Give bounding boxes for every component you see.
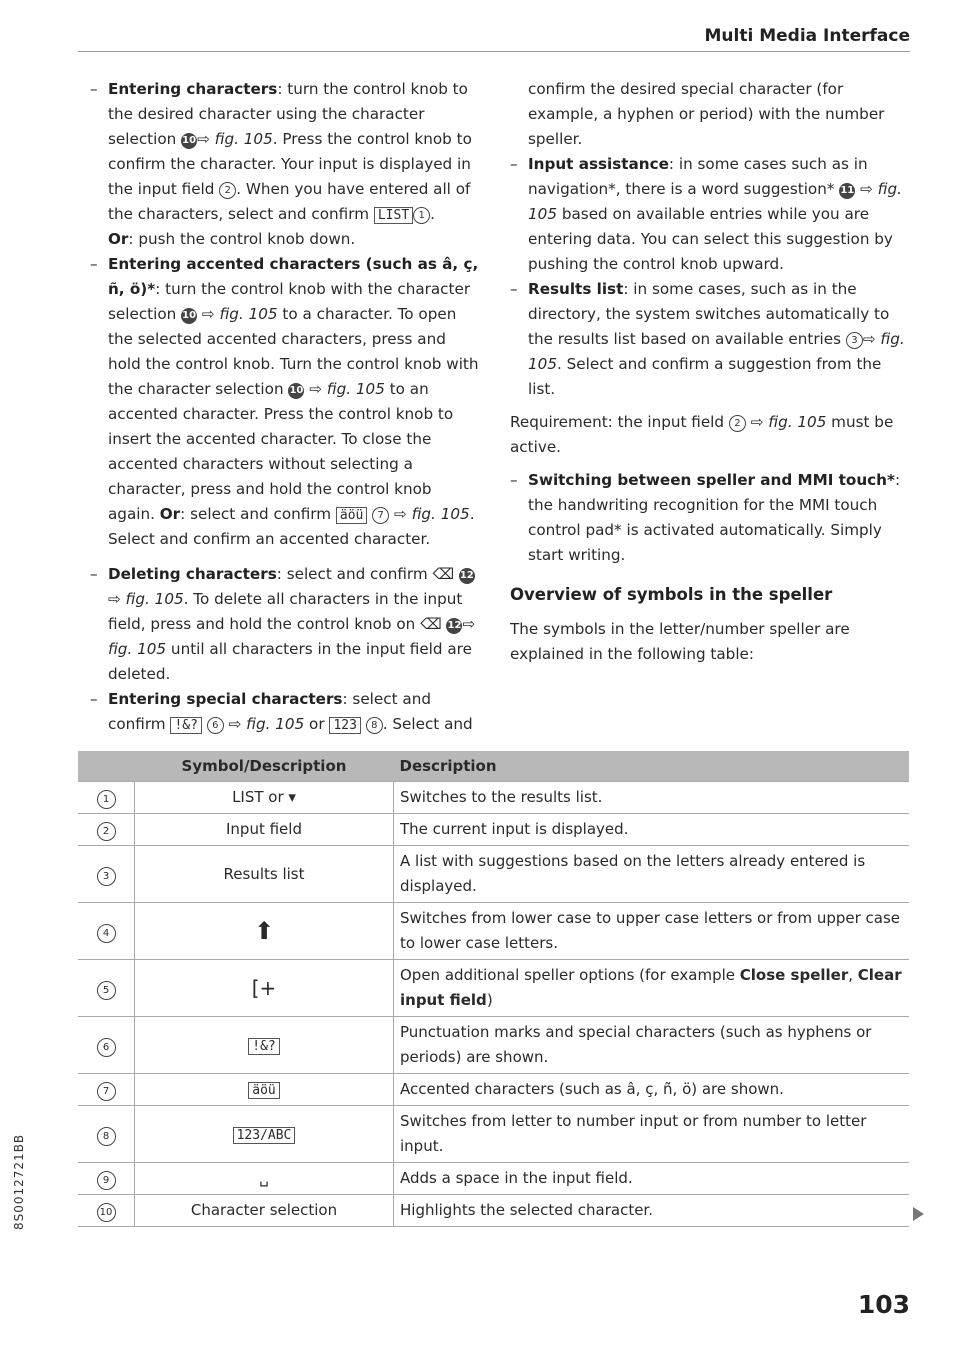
- number-key: 123: [329, 717, 360, 734]
- table-header-num: [78, 751, 135, 782]
- row-description: Switches to the results list.: [394, 782, 910, 814]
- table-row: [78, 960, 909, 1017]
- text: ): [486, 991, 493, 1009]
- accented-item: – Entering accented characters (such as â, ç, ñ, ö)*: turn the control knob with the character selection 10 ⇨ fig. 105 to a character. To open the selected accented characters, press and hold the control knob. Turn the control knob with the character selection 10 ⇨ fig. 105 to an accented character. Press the control knob to insert the accented character. To close the accented characters without selecting a character, press and hold the control knob again. Or: select and confirm äöü 7 ⇨ fig. 105. Select and confirm an accented character.: [90, 255, 479, 548]
- row-symbol: [135, 1074, 394, 1106]
- page-header-title: Multi Media Interface: [704, 26, 910, 46]
- fig-ref[interactable]: ⇨ fig. 105: [394, 505, 470, 523]
- table-row: [78, 1106, 909, 1163]
- deleting-label: Deleting characters: [108, 565, 277, 583]
- symbols-table: [78, 751, 909, 1227]
- fig-ref[interactable]: ⇨ fig. 105: [528, 180, 902, 223]
- text: . Select and confirm an accented character.: [108, 505, 475, 548]
- row-symbol: LIST or ▾: [135, 782, 394, 814]
- callout-10: 10: [181, 308, 197, 324]
- text: Close speller: [739, 966, 849, 984]
- callout-2: 2: [219, 182, 236, 199]
- fig-ref[interactable]: ⇨ fig. 105: [197, 130, 273, 148]
- row-number: 4: [97, 924, 116, 943]
- text: : the handwriting recognition for the MMI touch control pad* is activated automatically. Simply start writing.: [528, 471, 901, 564]
- accent-key: äöü: [336, 507, 367, 524]
- row-description: Adds a space in the input field.: [394, 1163, 910, 1195]
- table-row: [78, 1163, 909, 1195]
- accented-label: Entering accented characters (such as â, ç, ñ, ö)*: [108, 255, 479, 298]
- accent-key: äöü: [248, 1082, 279, 1099]
- row-symbol: Results list: [135, 846, 394, 903]
- text: Requirement: the input field: [510, 413, 729, 431]
- row-number: 9: [97, 1171, 116, 1190]
- switching-label: Switching between speller and MMI touch*: [528, 471, 895, 489]
- callout-6: 6: [207, 717, 224, 734]
- row-description: A list with suggestions based on the letters already entered is displayed.: [394, 846, 910, 903]
- table-row: [78, 814, 909, 846]
- text: : select and confirm: [108, 690, 431, 733]
- callout-11: 11: [839, 183, 855, 199]
- callout-7: 7: [372, 507, 389, 524]
- text: .: [430, 205, 435, 223]
- callout-3: 3: [846, 332, 863, 349]
- fig-ref[interactable]: ⇨ fig. 105: [201, 305, 278, 323]
- list-key: LIST: [374, 207, 413, 224]
- row-symbol: Input field: [135, 814, 394, 846]
- space-icon: ␣: [135, 1163, 394, 1195]
- special-item: – Entering special characters: select and confirm !&? 6 ⇨ fig. 105 or 123 8 . Select and: [90, 690, 473, 733]
- text: . Select and confirm a suggestion from the list.: [528, 355, 882, 398]
- fig-ref[interactable]: ⇨ fig. 105: [108, 615, 476, 658]
- text: : turn the control knob with the character selection: [108, 280, 471, 323]
- next-page-arrow-icon[interactable]: [913, 1207, 924, 1221]
- backspace-icon: ⌫: [420, 615, 442, 633]
- text: . When you have entered all of the characters, select and confirm: [108, 180, 471, 223]
- callout-1: 1: [413, 207, 430, 224]
- text: : in some cases, such as in the directory, the system switches automatically to the results list based on available entries: [528, 280, 890, 348]
- row-description: Punctuation marks and special characters (such as hyphens or periods) are shown.: [394, 1017, 910, 1074]
- callout-12: 12: [446, 618, 462, 634]
- speller-options-icon: [+: [135, 960, 394, 1017]
- row-description: Switches from lower case to upper case letters or from upper case to lower case letters.: [394, 903, 910, 960]
- callout-12: 12: [459, 568, 475, 584]
- fig-ref[interactable]: ⇨ fig. 105: [228, 715, 305, 733]
- table-row: [78, 1074, 909, 1106]
- entering-characters-item: – Entering characters: turn the control knob to the desired character using the character selection 10⇨ fig. 105. Press the control knob to confirm the character. Your input is displayed in the input field 2 . When you have entered all of the characters, select and confirm LIST 1 . Or: push the control knob down.: [90, 80, 472, 248]
- text: . To delete all characters in the input field, press and hold the control knob on: [108, 590, 463, 633]
- fig-ref[interactable]: ⇨ fig. 105: [108, 590, 184, 608]
- text: based on available entries while you are entering data. You can select this suggestion by pushing the control knob upward.: [528, 205, 893, 273]
- table-header-row: [78, 751, 909, 782]
- text: : turn the control knob to the desired character using the character selection: [108, 80, 468, 148]
- callout-10: 10: [181, 133, 197, 149]
- header-rule: [78, 51, 910, 52]
- row-number: 5: [97, 981, 116, 1000]
- row-symbol: [135, 1106, 394, 1163]
- text: to an accented character. Press the control knob to insert the accented character. To close the accented characters without selecting a character, press and hold the control knob again.: [108, 380, 454, 523]
- text: Clear input field: [400, 966, 902, 1009]
- table-header-symbol: Symbol/Description: [135, 751, 394, 782]
- text: ,: [848, 966, 858, 984]
- callout-2: 2: [729, 415, 746, 432]
- overview-text: The symbols in the letter/number speller are explained in the following table:: [510, 620, 850, 663]
- row-number: 6: [97, 1038, 116, 1057]
- text: to a character. To open the selected accented characters, press and hold the control knob. Turn the control knob with the character selection: [108, 305, 479, 398]
- requirement-paragraph: [510, 410, 910, 460]
- text: or: [304, 715, 330, 733]
- number-letter-key: 123/ABC: [233, 1127, 296, 1144]
- row-description: Accented characters (such as â, ç, ñ, ö) are shown.: [394, 1074, 910, 1106]
- continuation-text: confirm the desired special character (for example, a hyphen or period) with the number speller.: [528, 80, 885, 148]
- row-number: 2: [97, 822, 116, 841]
- row-symbol: [135, 1017, 394, 1074]
- results-list-label: Results list: [528, 280, 624, 298]
- text: : in some cases such as in navigation*, there is a word suggestion*: [528, 155, 868, 198]
- table-row: [78, 903, 909, 960]
- callout-10: 10: [288, 383, 304, 399]
- switching-item: – Switching between speller and MMI touch*: the handwriting recognition for the MMI touch control pad* is activated automatically. Simply start writing.: [510, 471, 901, 564]
- row-number: 3: [97, 867, 116, 886]
- text: : push the control knob down.: [128, 230, 356, 248]
- entering-characters-label: Entering characters: [108, 80, 278, 98]
- row-description: The current input is displayed.: [394, 814, 910, 846]
- special-key: !&?: [170, 717, 201, 734]
- table-row: [78, 1017, 909, 1074]
- special-label: Entering special characters: [108, 690, 343, 708]
- table-row: [78, 846, 909, 903]
- text: must be active.: [510, 413, 894, 456]
- results-list-item: – Results list: in some cases, such as in the directory, the system switches automatically to the results list based on available entries 3 ⇨ fig. 105. Select and confirm a suggestion from the list.: [510, 280, 905, 398]
- input-assistance-item: – Input assistance: in some cases such as in navigation*, there is a word suggestion* 11 ⇨ fig. 105 based on available entries while you are entering data. You can select this suggestion by pushing the control knob upward.: [510, 155, 902, 273]
- callout-8: 8: [366, 717, 383, 734]
- text: : select and confirm: [276, 565, 433, 583]
- deleting-item: – Deleting characters: select and confirm ⌫ 12 ⇨ fig. 105. To delete all characters in the input field, press and hold the control knob on ⌫ 12⇨ fig. 105 until all characters in the input field are deleted.: [90, 565, 476, 683]
- text: . Press the control knob to confirm the character. Your input is displayed in the input field: [108, 130, 472, 198]
- row-number: 10: [97, 1203, 116, 1222]
- left-column: [90, 77, 480, 737]
- fig-ref[interactable]: ⇨ fig. 105: [750, 413, 827, 431]
- fig-ref[interactable]: ⇨ fig. 105: [309, 380, 385, 398]
- row-description: Highlights the selected character.: [394, 1195, 910, 1227]
- shift-arrow-icon: ⬆: [135, 903, 394, 960]
- overview-heading: Overview of symbols in the speller: [510, 585, 833, 604]
- table-row: [78, 782, 909, 814]
- special-key: !&?: [248, 1038, 279, 1055]
- row-number: 7: [97, 1082, 116, 1101]
- table-header-description: Description: [394, 751, 910, 782]
- right-column: [510, 77, 910, 667]
- or-label: Or: [108, 230, 129, 248]
- text: Open additional speller options (for example: [400, 966, 740, 984]
- backspace-icon: ⌫: [432, 565, 454, 583]
- text: : select and confirm: [180, 505, 336, 523]
- row-number: 1: [97, 790, 116, 809]
- text: . Select and: [382, 715, 473, 733]
- or-label: Or: [159, 505, 181, 523]
- document-code: 8S0012721BB: [12, 1133, 26, 1230]
- row-description: Switches from letter to number input or from number to letter input.: [394, 1106, 910, 1163]
- row-symbol: Character selection: [135, 1195, 394, 1227]
- page-number: 103: [857, 1290, 910, 1319]
- row-number: 8: [97, 1127, 116, 1146]
- input-assistance-label: Input assistance: [528, 155, 669, 173]
- fig-ref[interactable]: ⇨ fig. 105: [528, 330, 905, 373]
- table-row: [78, 1195, 909, 1227]
- row-description: [394, 960, 910, 1017]
- text: until all characters in the input field are deleted.: [108, 640, 472, 683]
